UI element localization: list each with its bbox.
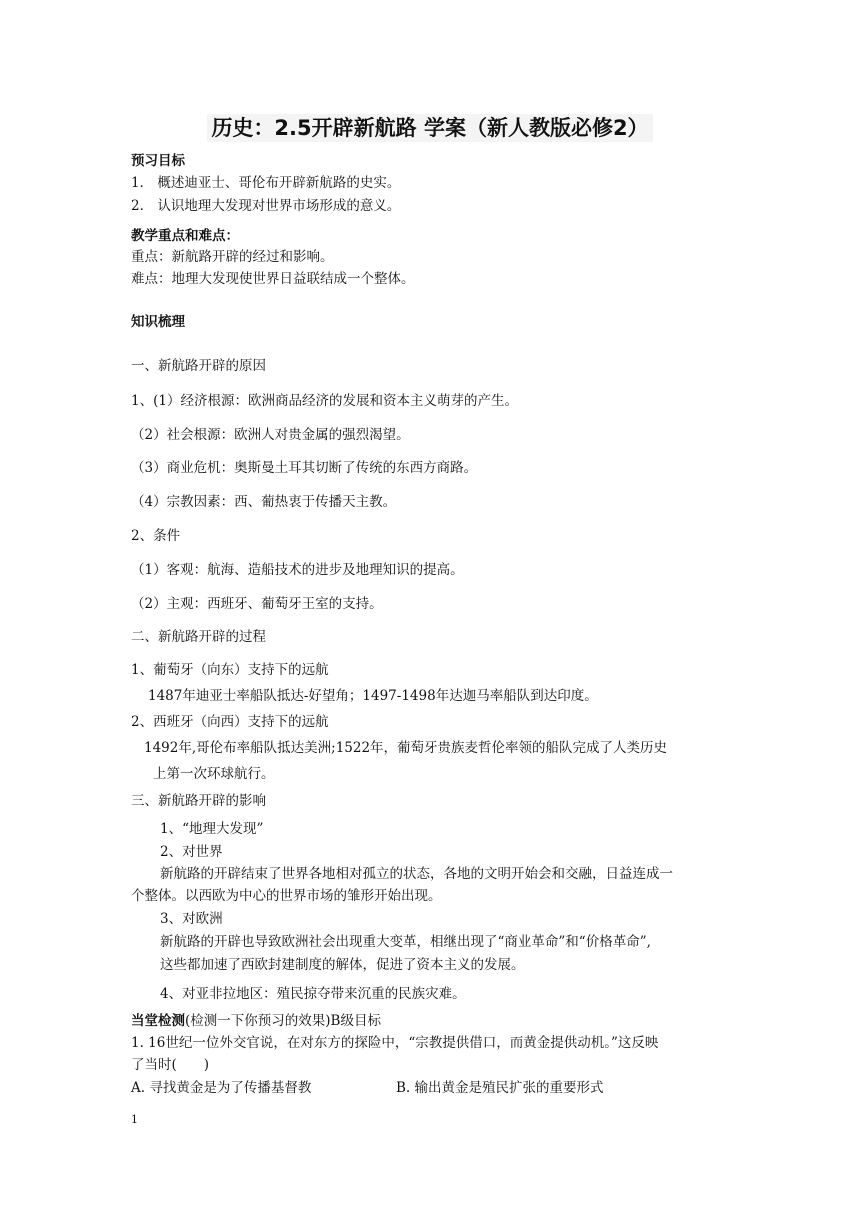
option-a: A. 寻找黄金是为了传播基督教 [131,1080,312,1096]
preview-heading: 预习目标 [131,153,185,169]
impact-2-text-line2: 个整体。以西欧为中心的世界市场的雏形开始出现。 [131,888,442,904]
process-2-text-line2: 上第一次环球航行。 [153,766,275,782]
preview-item-2: 2． 认识地理大发现对世界市场形成的意义。 [131,198,401,214]
process-2-text-line1: 1492年,哥伦布率船队抵达美洲;1522年，葡萄牙贵族麦哲伦率领的船队完成了人类历史 [144,740,668,756]
test-heading-line [131,1011,731,1031]
test-heading: 当堂检测 [131,1013,185,1029]
question-1-line2: 了当时( ) [131,1057,210,1073]
reason-4: （4）宗教因素：西、葡热衷于传播天主教。 [131,494,397,510]
document-title: 历史：2.5开辟新航路 学案（新人教版必修2） [0,112,860,142]
impact-2-heading: 2、对世界 [160,844,223,860]
process-1-text: 1487年迪亚士率船队抵达-好望角；1497-1498年达迦马率船队到达印度。 [148,688,598,704]
section-2-heading: 二、新航路开辟的过程 [131,629,266,645]
focus-key: 重点：新航路开辟的经过和影响。 [131,249,334,265]
reason-3: （3）商业危机：奥斯曼土耳其切断了传统的东西方商路。 [131,460,478,476]
preview-item-1: 1． 概述迪亚士、哥伦布开辟新航路的史实。 [131,175,401,191]
section-1-heading: 一、新航路开辟的原因 [131,358,266,374]
condition-1: （1）客观：航海、造船技术的进步及地理知识的提高。 [131,562,464,578]
impact-3-heading: 3、对欧洲 [160,911,223,927]
page-number: 1 [131,1113,138,1126]
conditions-heading: 2、条件 [131,528,181,544]
reason-1: 1、(1）经济根源：欧洲商品经济的发展和资本主义萌芽的产生。 [131,393,518,409]
focus-heading: 教学重点和难点： [131,228,239,244]
impact-3-text-line1: 新航路的开辟也导致欧洲社会出现重大变革，相继出现了“商业革命”和“价格革命”, [160,934,651,950]
focus-difficulty: 难点：地理大发现使世界日益联结成一个整体。 [131,271,415,287]
process-2-heading: 2、西班牙（向西）支持下的远航 [131,714,329,730]
impact-1: 1、“地理大发现” [160,821,264,837]
impact-2-text-line1: 新航路的开辟结束了世界各地相对孤立的状态，各地的文明开始会和交融，日益连成一 [160,866,673,882]
impact-3-text-line2: 这些都加速了西欧封建制度的解体，促进了资本主义的发展。 [160,957,525,973]
condition-2: （2）主观：西班牙、葡萄牙王室的支持。 [131,596,383,612]
test-heading-note: (检测一下你预习的效果)B级目标 [185,1013,381,1029]
section-3-heading: 三、新航路开辟的影响 [131,793,266,809]
question-1-line1: 1. 16世纪一位外交官说，在对东方的探险中，“宗教提供借口，而黄金提供动机。”这反映 [131,1035,659,1051]
reason-2: （2）社会根源：欧洲人对贵金属的强烈渴望。 [131,427,410,443]
option-b: B. 输出黄金是殖民扩张的重要形式 [396,1080,604,1096]
process-1-heading: 1、葡萄牙（向东）支持下的远航 [131,662,329,678]
impact-4: 4、对亚非拉地区：殖民掠夺带来沉重的民族灾难。 [160,986,466,1002]
knowledge-heading: 知识梳理 [131,314,185,330]
